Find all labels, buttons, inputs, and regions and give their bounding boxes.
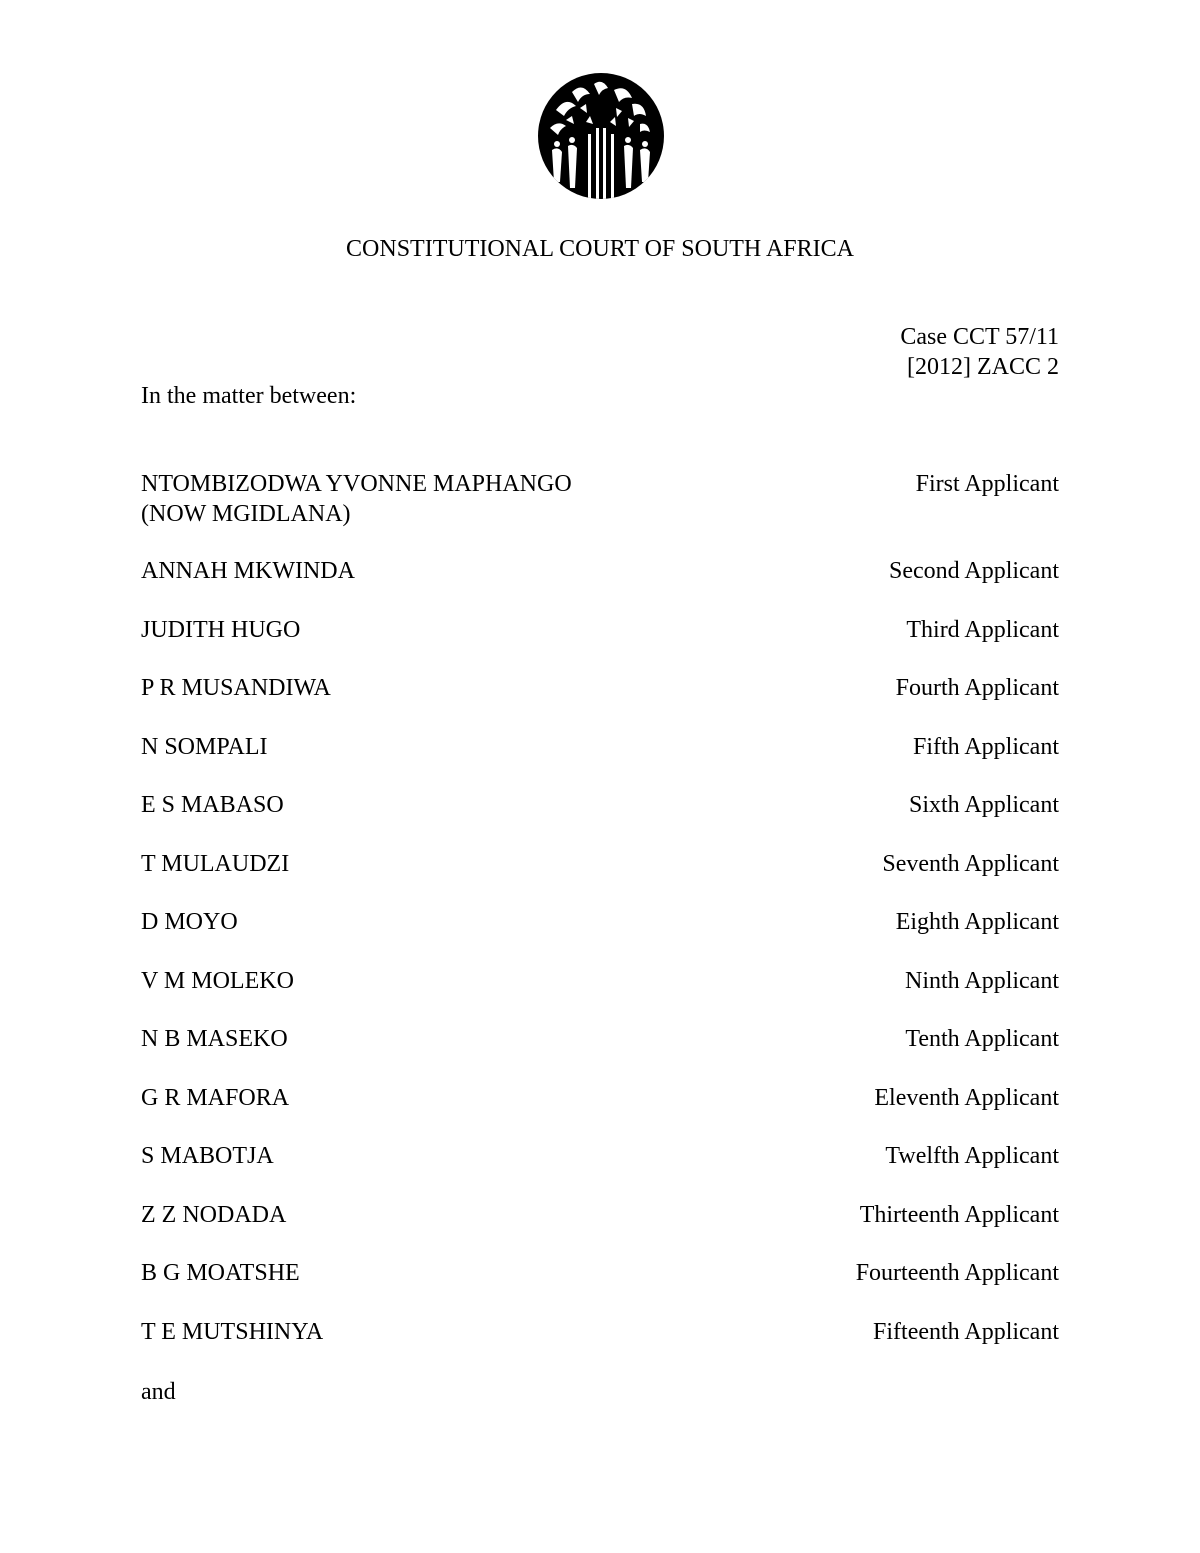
case-reference: [900, 322, 1059, 382]
case-citation: [2012] ZACC 2: [907, 354, 1059, 380]
party-role: Ninth Applicant: [905, 968, 1059, 994]
party-name: P R MUSANDIWA: [141, 675, 331, 701]
party-name: Z Z NODADA: [141, 1202, 287, 1228]
matter-intro: In the matter between:: [141, 383, 357, 409]
case-number: Case CCT 57/11: [900, 324, 1059, 350]
party-role: Second Applicant: [889, 558, 1059, 584]
court-seal-logo-icon: [536, 70, 666, 202]
party-name: N B MASEKO: [141, 1026, 288, 1052]
party-role: Fifth Applicant: [913, 734, 1059, 760]
party-role: Seventh Applicant: [882, 851, 1059, 877]
party-role: Twelfth Applicant: [885, 1143, 1059, 1169]
party-role: Sixth Applicant: [909, 792, 1059, 818]
party-role: Third Applicant: [906, 617, 1059, 643]
party-role: Fifteenth Applicant: [873, 1319, 1059, 1345]
party-name: G R MAFORA: [141, 1085, 290, 1111]
party-name: S MABOTJA: [141, 1143, 274, 1169]
party-name: B G MOATSHE: [141, 1260, 300, 1286]
party-role: Tenth Applicant: [905, 1026, 1059, 1052]
party-role: Fourth Applicant: [895, 675, 1059, 701]
party-name: NTOMBIZODWA YVONNE MAPHANGO (NOW MGIDLANA): [141, 471, 572, 527]
party-role: First Applicant: [915, 471, 1059, 497]
party-role: Fourteenth Applicant: [855, 1260, 1059, 1286]
court-title: CONSTITUTIONAL COURT OF SOUTH AFRICA: [346, 236, 854, 262]
party-name: N SOMPALI: [141, 734, 268, 760]
party-name: JUDITH HUGO: [141, 617, 301, 643]
party-name: E S MABASO: [141, 792, 284, 818]
conjunction-and: and: [141, 1379, 176, 1405]
party-name: T E MUTSHINYA: [141, 1319, 324, 1345]
party-role: Eighth Applicant: [895, 909, 1059, 935]
party-name: V M MOLEKO: [141, 968, 294, 994]
party-name: D MOYO: [141, 909, 238, 935]
party-name: T MULAUDZI: [141, 851, 290, 877]
party-role: Eleventh Applicant: [874, 1085, 1059, 1111]
party-role: Thirteenth Applicant: [859, 1202, 1059, 1228]
party-name: ANNAH MKWINDA: [141, 558, 355, 584]
